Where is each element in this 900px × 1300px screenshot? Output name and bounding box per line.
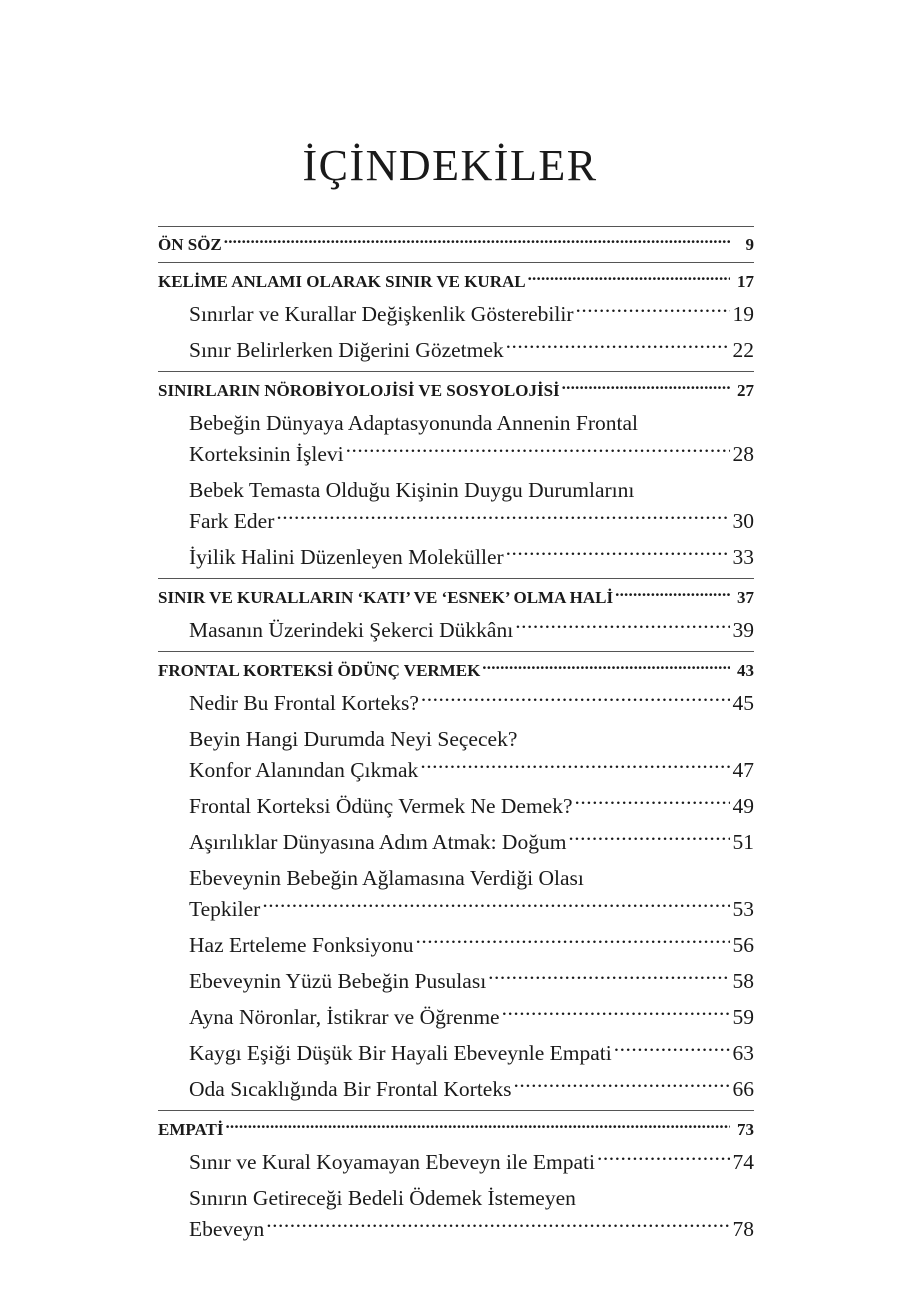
subsection-line bbox=[189, 755, 754, 786]
subsection-title-line: Bebek Temasta Olduğu Kişinin Duygu Durumlarını bbox=[189, 478, 635, 502]
subsection-title: Kaygı Eşiği Düşük Bir Hayali Ebeveynle Empati bbox=[189, 1041, 612, 1065]
subsection-entry[interactable] bbox=[158, 1147, 754, 1178]
subsection-line bbox=[189, 439, 754, 470]
subsection-entry[interactable] bbox=[158, 1183, 754, 1245]
chapter-entry[interactable] bbox=[158, 1118, 754, 1142]
page-number: 78 bbox=[732, 1217, 754, 1241]
dot-leader bbox=[488, 967, 730, 989]
page-title: İÇİNDEKİLER bbox=[302, 141, 598, 190]
subsection-title: Aşırılıklar Dünyasına Adım Atmak: Doğum bbox=[189, 830, 567, 854]
toc-chapter bbox=[158, 371, 754, 578]
subsection-title: Oda Sıcaklığında Bir Frontal Korteks bbox=[189, 1077, 512, 1101]
subsection-entry[interactable] bbox=[158, 724, 754, 786]
subsection-line bbox=[189, 688, 754, 719]
page-number: 45 bbox=[732, 691, 754, 715]
page-number: 27 bbox=[737, 381, 754, 400]
subsection-line bbox=[189, 506, 754, 537]
page-number: 58 bbox=[732, 969, 754, 993]
subsection-line bbox=[189, 335, 754, 366]
subsection-entry[interactable] bbox=[158, 615, 754, 646]
page-number: 30 bbox=[732, 509, 754, 533]
subsection-line bbox=[189, 299, 754, 330]
page-number: 51 bbox=[732, 830, 754, 854]
dot-leader bbox=[420, 756, 730, 778]
chapter-title: ÖN SÖZ bbox=[158, 235, 222, 254]
chapter-entry[interactable] bbox=[158, 659, 754, 683]
toc-chapter bbox=[158, 226, 754, 262]
page-number: 53 bbox=[732, 897, 754, 921]
page-number: 49 bbox=[732, 794, 754, 818]
subsection-line bbox=[189, 966, 754, 997]
dot-leader bbox=[562, 379, 730, 396]
toc-chapter bbox=[158, 1110, 754, 1250]
page-number: 17 bbox=[737, 272, 754, 291]
subsection-entry[interactable] bbox=[158, 827, 754, 858]
subsection-entry[interactable] bbox=[158, 1002, 754, 1033]
subsection-title: İyilik Halini Düzenleyen Moleküller bbox=[189, 545, 504, 569]
chapter-title: SINIR VE KURALLARIN ‘KATI’ VE ‘ESNEK’ OLMA HALİ bbox=[158, 588, 614, 607]
subsection-line bbox=[189, 542, 754, 573]
subsection-entry[interactable] bbox=[158, 1074, 754, 1105]
toc-chapter bbox=[158, 262, 754, 371]
subsection-title: Ebeveyn bbox=[189, 1217, 265, 1241]
subsection-entry[interactable] bbox=[158, 930, 754, 961]
dot-leader bbox=[421, 689, 730, 711]
subsection-title: Korteksinin İşlevi bbox=[189, 442, 344, 466]
subsection-title: Konfor Alanından Çıkmak bbox=[189, 758, 419, 782]
subsection-entry[interactable] bbox=[158, 542, 754, 573]
subsection-title: Frontal Korteksi Ödünç Vermek Ne Demek? bbox=[189, 794, 573, 818]
dot-leader bbox=[346, 440, 730, 462]
subsection-title: Nedir Bu Frontal Korteks? bbox=[189, 691, 419, 715]
page-number: 74 bbox=[732, 1150, 754, 1174]
subsection-title-line: Bebeğin Dünyaya Adaptasyonunda Annenin Frontal bbox=[189, 411, 639, 435]
dot-leader bbox=[528, 270, 730, 287]
page-number: 22 bbox=[732, 338, 754, 362]
subsection-line bbox=[189, 791, 754, 822]
subsection-title-line: Sınırın Getireceği Bedeli Ödemek İstemeyen bbox=[189, 1186, 576, 1210]
subsection-entry[interactable] bbox=[158, 335, 754, 366]
chapter-title: FRONTAL KORTEKSİ ÖDÜNÇ VERMEK bbox=[158, 661, 481, 680]
subsection-line bbox=[189, 1038, 754, 1069]
subsection-line bbox=[189, 930, 754, 961]
page-number: 66 bbox=[732, 1077, 754, 1101]
dot-leader bbox=[502, 1003, 730, 1025]
page-number: 19 bbox=[732, 302, 754, 326]
dot-leader bbox=[597, 1148, 730, 1170]
subsection-entry[interactable] bbox=[158, 1038, 754, 1069]
dot-leader bbox=[575, 792, 730, 814]
subsection-entry[interactable] bbox=[158, 863, 754, 925]
dot-leader bbox=[224, 233, 730, 250]
dot-leader bbox=[576, 300, 730, 322]
dot-leader bbox=[266, 1215, 730, 1237]
subsection-line bbox=[189, 1214, 754, 1245]
page-number: 47 bbox=[732, 758, 754, 782]
dot-leader bbox=[515, 616, 730, 638]
page-number: 39 bbox=[732, 618, 754, 642]
subsection-line bbox=[189, 894, 754, 925]
subsection-line bbox=[189, 1147, 754, 1178]
subsection-line bbox=[189, 1074, 754, 1105]
dot-leader bbox=[513, 1075, 730, 1097]
dot-leader bbox=[615, 586, 730, 603]
subsection-title: Haz Erteleme Fonksiyonu bbox=[189, 933, 414, 957]
subsection-title-line: Ebeveynin Bebeğin Ağlamasına Verdiği Olası bbox=[189, 866, 584, 890]
chapter-title: SINIRLARIN NÖROBİYOLOJİSİ VE SOSYOLOJİSİ bbox=[158, 381, 560, 400]
chapter-entry[interactable] bbox=[158, 270, 754, 294]
subsection-entry[interactable] bbox=[158, 966, 754, 997]
toc-chapter bbox=[158, 578, 754, 651]
subsection-entry[interactable] bbox=[158, 688, 754, 719]
table-of-contents bbox=[158, 226, 754, 1250]
subsection-entry[interactable] bbox=[158, 791, 754, 822]
dot-leader bbox=[262, 895, 730, 917]
subsection-title: Sınırlar ve Kurallar Değişkenlik Gösterebilir bbox=[189, 302, 574, 326]
page-number: 9 bbox=[745, 235, 754, 254]
toc-chapter bbox=[158, 651, 754, 1110]
subsection-entry[interactable] bbox=[158, 299, 754, 330]
page-number: 28 bbox=[732, 442, 754, 466]
dot-leader bbox=[416, 931, 730, 953]
page-number: 43 bbox=[737, 661, 754, 680]
subsection-title: Masanın Üzerindeki Şekerci Dükkânı bbox=[189, 618, 514, 642]
dot-leader bbox=[614, 1039, 730, 1061]
subsection-line bbox=[189, 615, 754, 646]
subsection-title-line: Beyin Hangi Durumda Neyi Seçecek? bbox=[189, 727, 518, 751]
dot-leader bbox=[506, 336, 730, 358]
dot-leader bbox=[568, 828, 730, 850]
page-number: 56 bbox=[732, 933, 754, 957]
subsection-entry[interactable] bbox=[158, 408, 754, 470]
chapter-entry[interactable] bbox=[158, 379, 754, 403]
page-number: 33 bbox=[732, 545, 754, 569]
dot-leader bbox=[276, 507, 730, 529]
page-number: 59 bbox=[732, 1005, 754, 1029]
subsection-line bbox=[189, 1002, 754, 1033]
chapter-title: EMPATİ bbox=[158, 1120, 224, 1139]
chapter-title: KELİME ANLAMI OLARAK SINIR VE KURAL bbox=[158, 272, 526, 291]
subsection-title: Tepkiler bbox=[189, 897, 261, 921]
chapter-entry[interactable] bbox=[158, 586, 754, 610]
page-number: 37 bbox=[737, 588, 754, 607]
subsection-title: Sınır ve Kural Koyamayan Ebeveyn ile Empati bbox=[189, 1150, 595, 1174]
page-number: 63 bbox=[732, 1041, 754, 1065]
chapter-entry[interactable] bbox=[158, 233, 754, 257]
subsection-entry[interactable] bbox=[158, 475, 754, 537]
dot-leader bbox=[225, 1118, 730, 1135]
subsection-title: Ayna Nöronlar, İstikrar ve Öğrenme bbox=[189, 1005, 500, 1029]
dot-leader bbox=[506, 543, 730, 565]
dot-leader bbox=[482, 659, 730, 676]
subsection-line bbox=[189, 827, 754, 858]
subsection-title: Sınır Belirlerken Diğerini Gözetmek bbox=[189, 338, 504, 362]
subsection-title: Ebeveynin Yüzü Bebeğin Pusulası bbox=[189, 969, 487, 993]
subsection-title: Fark Eder bbox=[189, 509, 275, 533]
page-number: 73 bbox=[737, 1120, 754, 1139]
